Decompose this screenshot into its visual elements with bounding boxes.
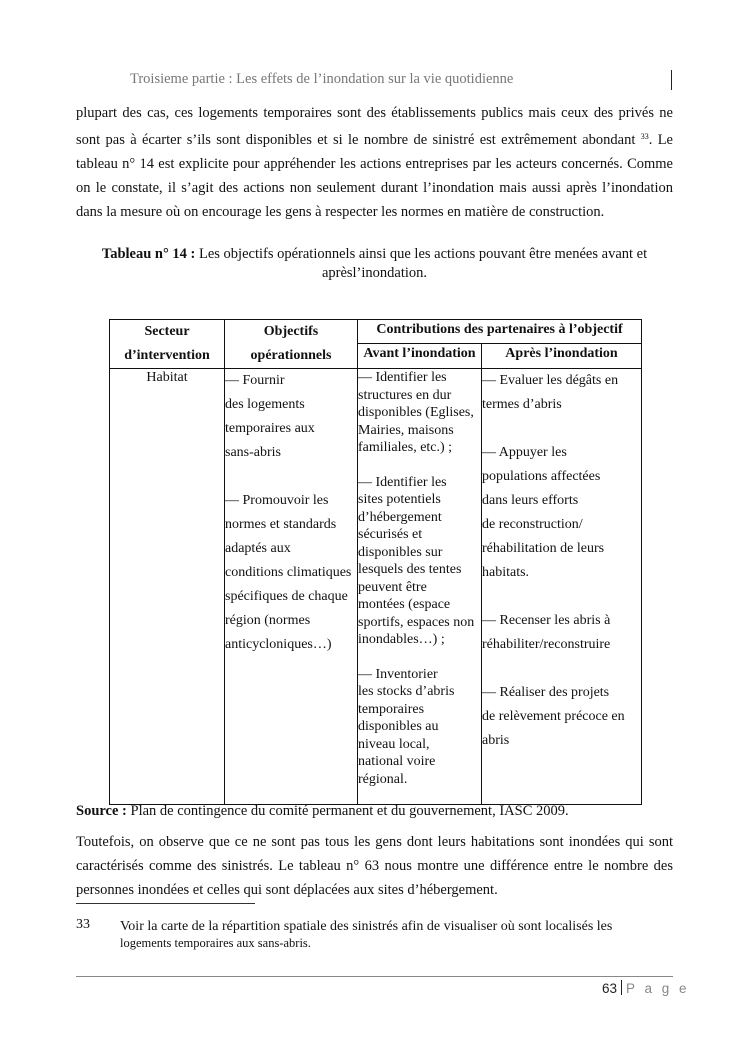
group-gap xyxy=(482,417,641,441)
page-number-divider xyxy=(621,980,622,995)
before-line: — Inventorier xyxy=(358,666,438,682)
before-line: lesquels des tentes xyxy=(358,562,462,577)
footnote-line1: Voir la carte de la répartition spatiale des sinistrés afin de visualiser où sont localisés les xyxy=(120,919,613,934)
objectives-line: — Promouvoir les xyxy=(225,493,329,508)
after-line: termes d’abris xyxy=(482,397,562,412)
after-line: populations affectées xyxy=(482,469,601,484)
before-line: disponibles (Eglises, xyxy=(358,405,474,420)
cell-objectives xyxy=(225,369,358,805)
cell-before xyxy=(358,369,482,805)
table-caption-text: Les objectifs opérationnels ainsi que les actions pouvant être menées avant et aprèsl’inondation. xyxy=(195,246,648,281)
objectives-line: sans-abris xyxy=(225,445,281,460)
objectives-line: anticycloniques…) xyxy=(225,637,332,652)
group-gap xyxy=(482,585,641,609)
header-after: Après l’inondation xyxy=(482,343,642,368)
objectives-line: temporaires aux xyxy=(225,421,315,436)
header-sector xyxy=(110,320,225,369)
header-objectives-line2: opérationnels xyxy=(250,348,332,363)
after-line: — Evaluer les dégâts en xyxy=(482,373,619,388)
page-number xyxy=(602,980,690,996)
objectives-line: — Fournir xyxy=(225,373,285,388)
before-line: — Identifier les xyxy=(358,474,447,490)
page-number-value: 63 xyxy=(602,981,618,996)
group-gap xyxy=(358,649,481,666)
before-line: — Identifier les xyxy=(358,370,447,385)
footer-rule xyxy=(76,976,673,977)
header-contributions: Contributions des partenaires à l’objectif xyxy=(358,320,642,344)
before-line: national voire xyxy=(358,754,436,769)
before-line: sécurisés et xyxy=(358,527,423,542)
after-line: de reconstruction/ xyxy=(482,517,583,532)
before-line: régional. xyxy=(358,771,408,787)
paragraph-intro-text-b: . Le tableau n° 14 est explicite pour appréhender les actions entreprises par les acteurs concernés. Comme on le constate, il s’agit des actions non seulement durant l’inondation mais aussi après l’inondation dans la mesure où on encourage les gens à respecter les normes en matière de construction. xyxy=(76,132,673,220)
objectives-line: spécifiques de chaque xyxy=(225,589,348,604)
source-text: Plan de contingence du comité permanent et du gouvernement, IASC 2009. xyxy=(126,803,569,819)
header-sector-line2: d’intervention xyxy=(124,348,210,363)
before-line: sites potentiels xyxy=(358,492,441,507)
paragraph-intro xyxy=(76,101,673,224)
group-gap xyxy=(482,657,641,681)
before-line: peuvent être xyxy=(358,579,427,595)
page-label: P a g e xyxy=(626,981,690,996)
objectives-table xyxy=(109,319,642,805)
group-gap xyxy=(358,457,481,474)
header-before: Avant l’inondation xyxy=(358,343,482,368)
table-caption-label: Tableau n° 14 : xyxy=(101,246,196,262)
before-line: niveau local, xyxy=(358,736,430,752)
cell-sector: Habitat xyxy=(110,369,225,805)
before-line: les stocks d’abris xyxy=(358,684,455,699)
group-gap xyxy=(225,465,357,489)
header-objectives xyxy=(225,320,358,369)
header-objectives-line1: Objectifs xyxy=(263,324,319,339)
after-line: réhabilitation de leurs xyxy=(482,541,605,556)
header-divider xyxy=(671,70,672,90)
paragraph-conclusion: Toutefois, on observe que ce ne sont pas tous les gens dont leurs habitations sont inondées qui sont caractérisés comme des sinistrés. Le tableau n° 63 nous montre une différence entre le nombre des personnes inondées et celles qui sont déplacées aux sites d’hébergement. xyxy=(76,834,673,898)
before-line: Mairies, maisons xyxy=(358,422,454,438)
after-line: — Appuyer les xyxy=(482,445,567,460)
before-line: temporaires xyxy=(358,701,425,717)
after-line: — Recenser les abris à xyxy=(482,613,611,628)
before-line: inondables…) ; xyxy=(358,632,445,647)
objectives-line: région (normes xyxy=(225,613,311,628)
objectives-line: normes et standards xyxy=(225,517,337,532)
running-header: Troisieme partie : Les effets de l’inondation sur la vie quotidienne xyxy=(130,71,514,87)
footnote-ref[interactable]: 33 xyxy=(640,132,649,141)
footnote-separator xyxy=(76,903,255,904)
after-line: réhabiliter/reconstruire xyxy=(482,637,611,652)
after-line: habitats. xyxy=(482,565,530,580)
footnote-text xyxy=(120,918,685,952)
paragraph-intro-text-a: plupart des cas, ces logements temporaires sont des établissements publics mais ceux des privés ne sont pas à écarter s’ils sont disponibles et si le nombre de sinistré est extrêmement abondant xyxy=(76,105,673,148)
after-line: dans leurs efforts xyxy=(482,493,579,508)
cell-after xyxy=(482,369,642,805)
source-label: Source : xyxy=(76,803,127,819)
header-sector-line1: Secteur xyxy=(144,324,190,339)
before-line: disponibles sur xyxy=(358,544,443,560)
before-line: structures en dur xyxy=(358,387,452,403)
objectives-line: adaptés aux xyxy=(225,541,291,556)
before-line: sportifs, espaces non xyxy=(358,614,475,630)
after-line: de relèvement précoce en xyxy=(482,709,625,724)
before-line: familiales, etc.) ; xyxy=(358,440,453,455)
objectives-line: conditions climatiques xyxy=(225,565,352,580)
after-line: abris xyxy=(482,733,510,748)
footnote-line2: logements temporaires aux sans-abris. xyxy=(120,936,311,950)
table-caption xyxy=(76,245,673,283)
before-line: d’hébergement xyxy=(358,509,442,525)
before-line: disponibles au xyxy=(358,719,439,734)
before-line: montées (espace xyxy=(358,597,451,612)
table-source xyxy=(76,803,569,820)
footnote-number: 33 xyxy=(76,917,90,932)
objectives-line: des logements xyxy=(225,397,305,412)
after-line: — Réaliser des projets xyxy=(482,685,610,700)
